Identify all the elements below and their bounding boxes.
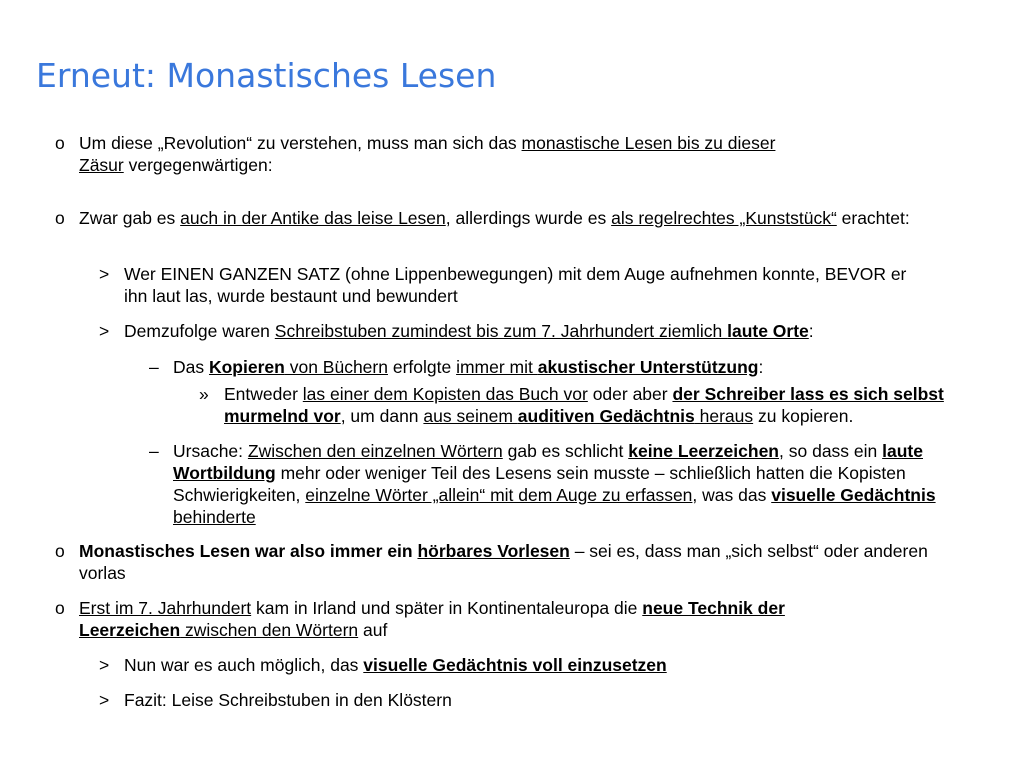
text-segment: gab es schlicht [502,441,629,461]
text-segment: behinderte [173,507,256,527]
text-segment: kam in Irland und später in Kontinentaleuropa die [251,598,643,618]
sub-bullet-marker: > [99,321,110,341]
text-segment: Kopieren [208,357,285,377]
sub-bullet-item [0,654,924,676]
sub-bullet-text [124,263,924,307]
dash-marker: – [149,357,159,377]
dash-text [173,356,973,378]
sub-bullet-item [0,320,974,342]
text-segment: monastische Lesen bis zu dieser Zäsur [79,133,776,175]
text-segment: visuelle Gedächtnis voll einzusetzen [363,655,667,675]
text-segment: laute Orte [727,321,809,341]
text-segment: vergegenwärtigen: [123,155,273,175]
text-segment: visuelle Gedächtnis [771,485,936,505]
bullet-item [0,540,944,584]
text-segment: : [758,357,764,377]
text-segment: einzelne Wörter „allein“ mit dem Auge zu erfassen [305,485,693,505]
text-segment: Zwischen den einzelnen Wörtern [247,441,503,461]
bullet-marker: o [55,208,65,228]
text-segment: als regelrechtes „Kunststück“ [611,208,837,228]
bullet-marker: o [55,133,65,153]
sub-bullet-text [124,654,924,676]
bullet-item [0,132,814,176]
text-segment: auditiven Gedächtnis [517,406,695,426]
text-segment: oder aber [587,384,673,404]
bullet-item [0,597,879,641]
guillemet-item [0,383,976,427]
text-segment: Ursache: [173,441,248,461]
guillemet-text [224,383,976,427]
text-segment: immer mit [456,357,538,377]
sub-bullet-marker: > [99,655,110,675]
bullet-marker: o [55,598,65,618]
text-segment: erachtet: [836,208,910,228]
slide-title: Erneut: Monastisches Lesen [36,56,497,95]
text-segment: heraus [694,406,754,426]
text-segment: Schreibstuben zumindest bis zum 7. Jahrhundert ziemlich [274,321,728,341]
text-segment: laute Wortbildung [173,441,923,483]
text-segment: : [808,321,814,341]
guillemet-marker: » [199,384,209,404]
text-segment: Entweder [224,384,303,404]
text-segment: Wer EINEN GANZEN SATZ (ohne Lippenbewegungen) mit dem Auge aufnehmen konnte, BEVOR er ihn laut las, wurde bestaunt und bewundert [124,264,907,306]
text-segment: Um diese „Revolution“ zu verstehen, muss man sich das [79,133,522,153]
sub-bullet-item [0,689,924,711]
text-segment: akustischer Unterstützung [537,357,759,377]
text-segment: Demzufolge waren [124,321,275,341]
text-segment: , so dass ein [779,441,883,461]
text-segment: auch in der Antike das leise Lesen [180,208,446,228]
text-segment: Nun war es auch möglich, das [124,655,364,675]
text-segment: Monastisches Lesen war also immer ein [79,541,418,561]
text-segment: erfolgte [387,357,457,377]
text-segment: auf [358,620,388,640]
text-segment: hörbares Vorlesen [417,541,570,561]
sub-bullet-marker: > [99,690,110,710]
text-segment: von Büchern [284,357,388,377]
text-segment: Fazit: Leise Schreibstuben in den Klöstern [124,690,452,710]
sub-bullet-marker: > [99,264,110,284]
text-segment: las einer dem Kopisten das Buch vor [302,384,588,404]
sub-bullet-item [0,263,924,307]
text-segment: der Schreiber lass es sich selbst murmelnd vor [224,384,944,426]
text-segment: , um dann [340,406,424,426]
text-segment: – sei es, dass man „sich selbst“ oder anderen vorlas [79,541,928,583]
text-segment: mehr oder weniger Teil des Lesens sein musste – schließlich hatten die Kopisten Schwierigkeiten, [173,463,906,505]
bullet-item [0,207,959,229]
dash-item [0,356,973,378]
sub-bullet-text [124,689,924,711]
bullet-text [79,207,959,229]
bullet-text [79,540,944,584]
text-segment: , allerdings wurde es [445,208,612,228]
text-segment: zu kopieren. [753,406,854,426]
text-segment: aus seinem [423,406,518,426]
sub-bullet-text [124,320,974,342]
dash-item [0,440,968,528]
bullet-text [79,597,879,641]
text-segment: Erst im 7. Jahrhundert [79,598,252,618]
text-segment: zwischen den Wörtern [180,620,359,640]
bullet-marker: o [55,541,65,561]
text-segment: neue Technik der Leerzeichen [79,598,785,640]
text-segment: keine Leerzeichen [628,441,780,461]
dash-marker: – [149,441,159,461]
text-segment: Zwar gab es [79,208,181,228]
bullet-text [79,132,814,176]
text-segment: Das [173,357,209,377]
text-segment: , was das [692,485,772,505]
dash-text [173,440,968,528]
